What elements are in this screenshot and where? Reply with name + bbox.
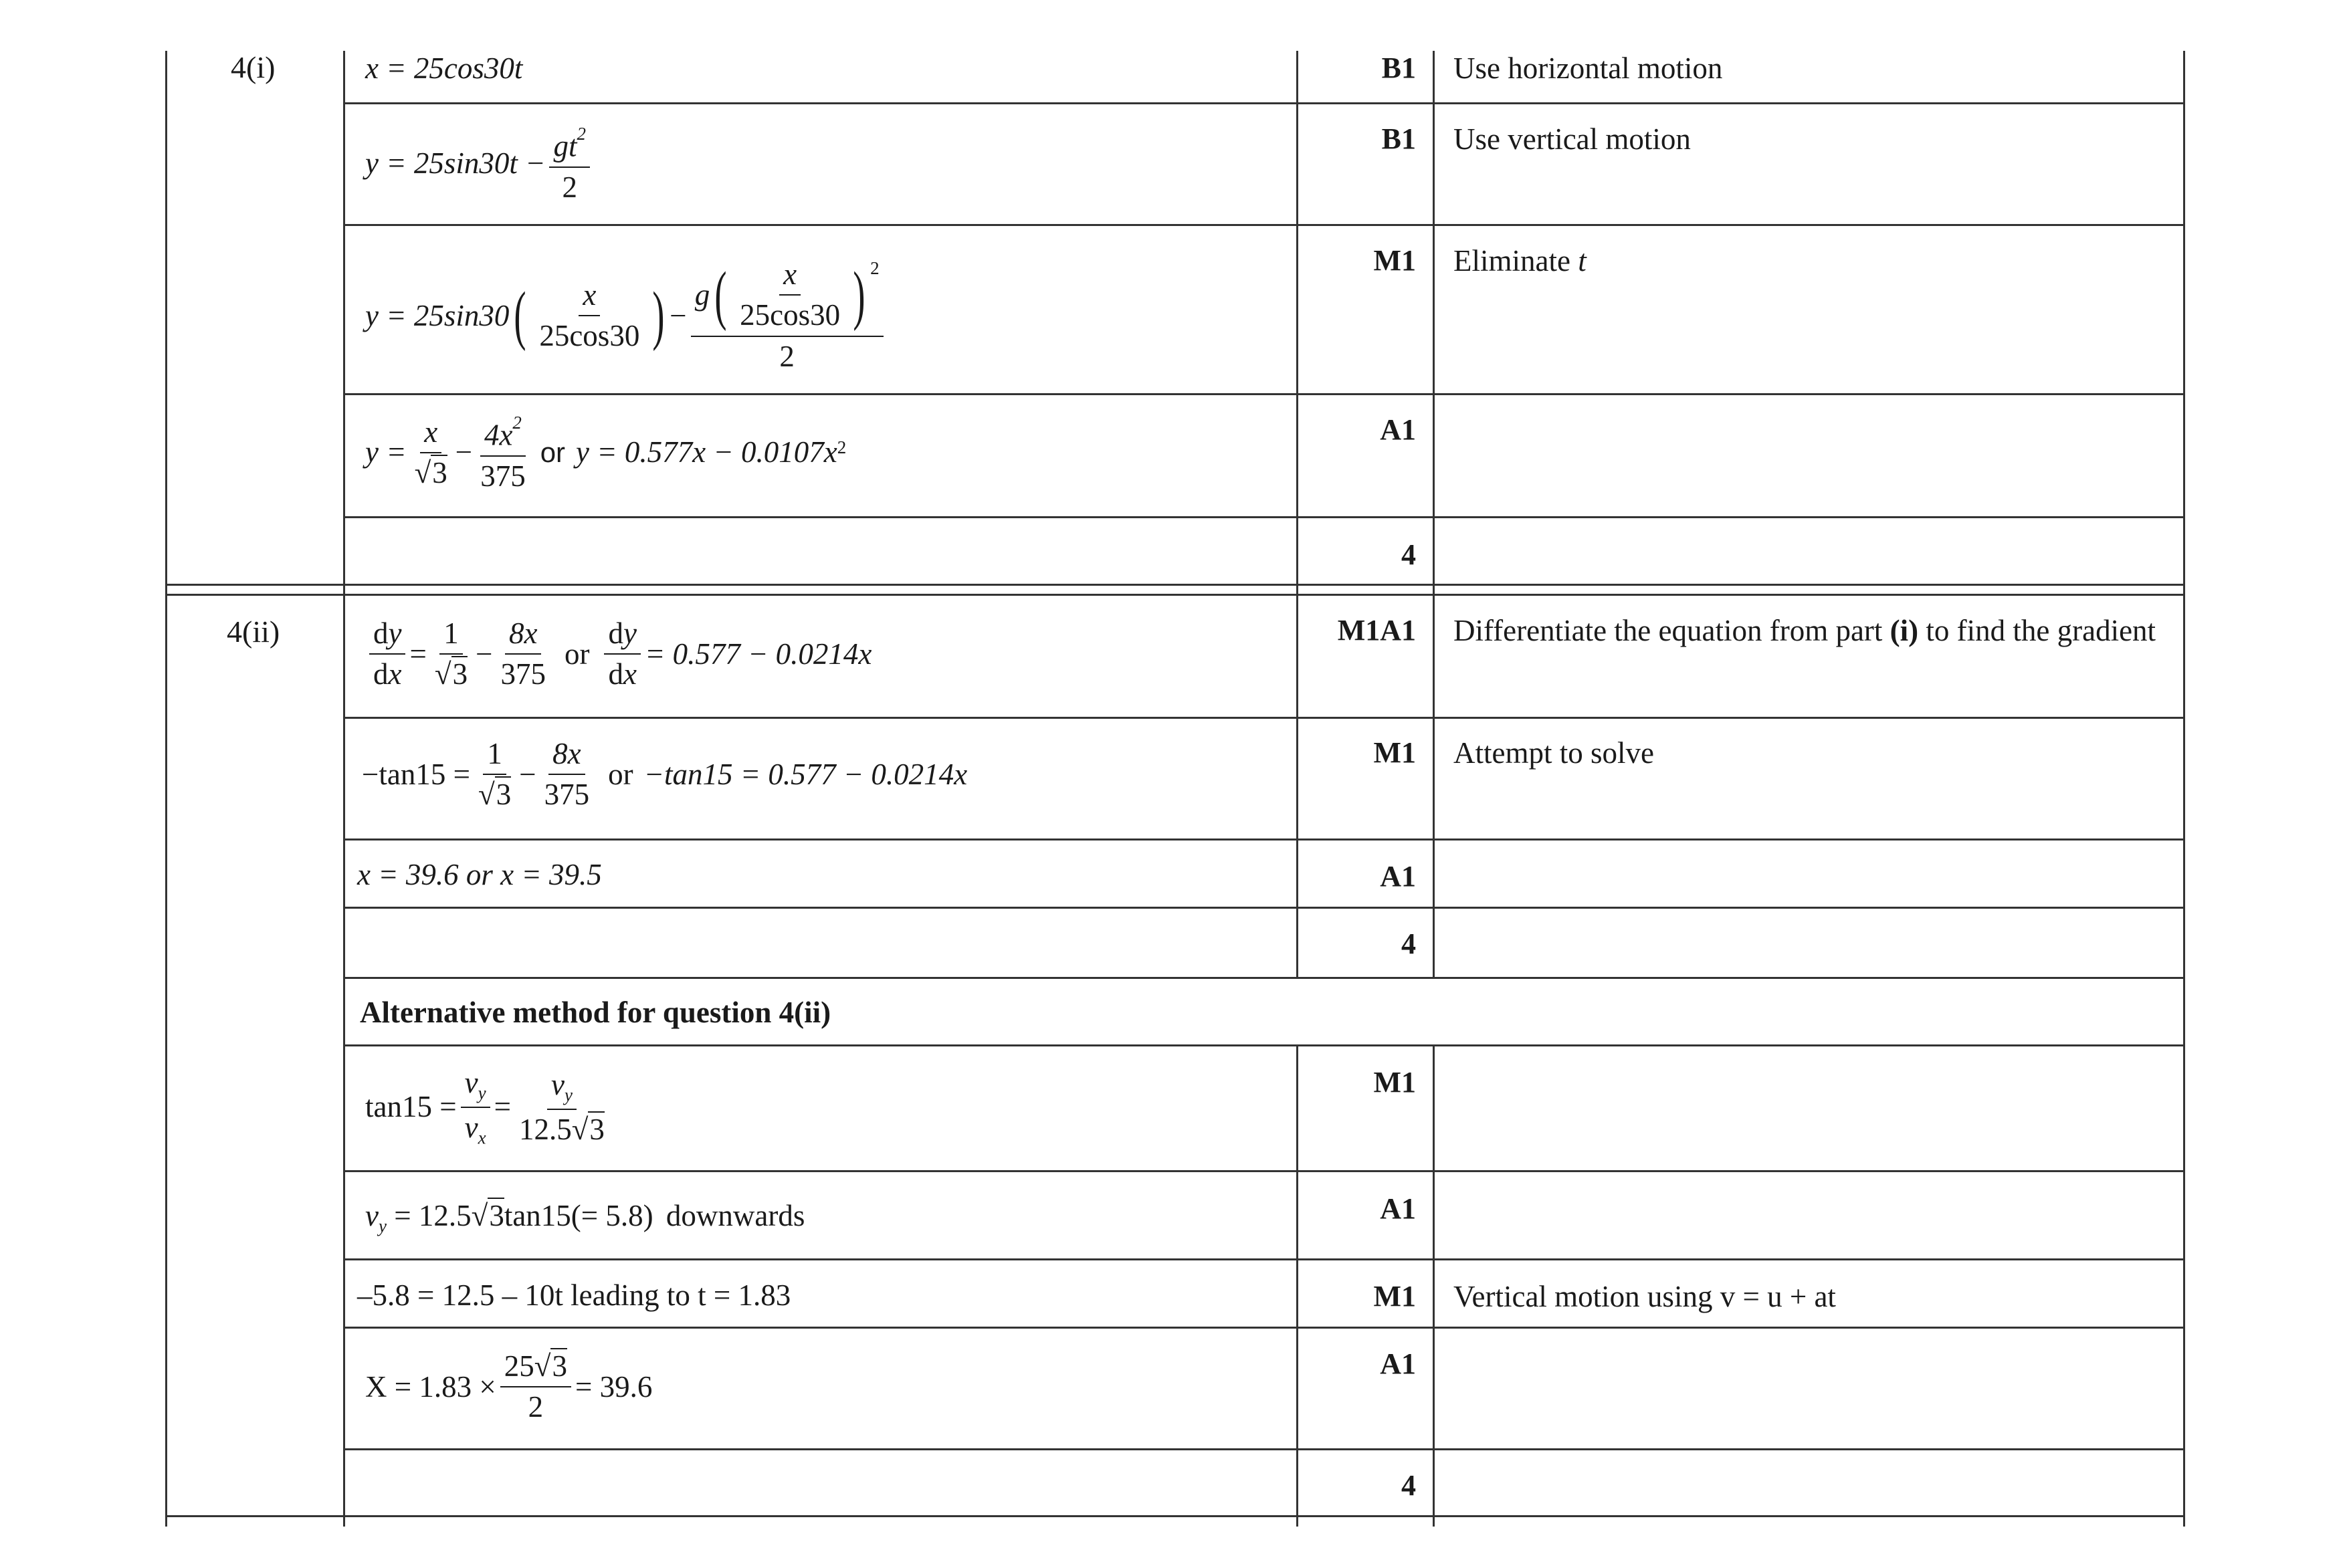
minus-sign: − — [519, 757, 536, 791]
fraction-g-over-2 — [691, 259, 884, 372]
denominator-2: 2 — [528, 1390, 544, 1424]
coefficient: 25 — [504, 1349, 534, 1383]
part-reference: (i) — [1890, 614, 1919, 647]
guidance-vertical: Use vertical motion — [1453, 122, 1691, 156]
numerator-gt: gt — [553, 129, 577, 163]
row-divider — [343, 907, 2185, 909]
expression-lhs: X = 1.83 × — [365, 1369, 496, 1404]
denominator-root3 — [411, 453, 451, 489]
table-left-border — [165, 51, 167, 1527]
or-word: or — [564, 637, 590, 671]
numerator-1: 1 — [439, 618, 463, 655]
table-right-border — [2183, 51, 2185, 1527]
numerator — [500, 1351, 571, 1387]
exponent: 2 — [870, 258, 880, 279]
guidance-eliminate-t — [1453, 246, 1587, 276]
mark-m1: M1 — [1373, 1280, 1416, 1313]
total-marks: 4 — [1401, 927, 1416, 960]
fraction-dy-dx — [369, 618, 405, 691]
mark-a1: A1 — [1380, 860, 1416, 893]
section-separator-top — [165, 584, 2185, 586]
fraction-8x-over-375 — [496, 618, 550, 691]
left-paren: ( — [514, 279, 526, 352]
mark-m1a1: M1A1 — [1337, 614, 1416, 647]
mark-b1: B1 — [1381, 51, 1416, 84]
numerator-vy — [461, 1067, 490, 1108]
fraction-8x-over-375 — [540, 738, 594, 811]
total-marks: 4 — [1401, 1469, 1416, 1502]
answer-differentiate — [365, 618, 872, 691]
answer-vy-value — [365, 1201, 805, 1235]
exponent: 2 — [837, 437, 847, 457]
right-paren: ) — [652, 279, 665, 352]
numerator-8x: 8x — [505, 618, 541, 655]
fraction-x-over-root3 — [411, 417, 451, 489]
decimal-equation: −tan15 = 0.577 − 0.0214x — [643, 757, 968, 791]
fraction-x-over-cos — [535, 279, 643, 352]
table-bottom-border — [165, 1515, 2185, 1517]
guidance-text: Differentiate the equation from part — [1453, 614, 1883, 647]
radicand: 3 — [589, 1112, 605, 1146]
radical-sign: √ — [571, 1112, 589, 1146]
radicand: 3 — [552, 1349, 567, 1383]
answer-tan-ratio — [365, 1067, 613, 1147]
numerator-4x: 4x — [484, 418, 513, 452]
or-word: or — [540, 436, 566, 468]
numerator-dy: dy — [369, 618, 405, 655]
guidance-differentiate — [1453, 616, 2156, 646]
question-column-divider — [343, 51, 345, 1527]
denominator-cos: 25cos30 — [740, 298, 841, 332]
row-divider — [343, 838, 2185, 841]
numerator-vy — [547, 1069, 577, 1110]
question-label-4i: 4(i) — [231, 50, 276, 84]
subscript-x: x — [478, 1127, 486, 1148]
tan-term: tan15 — [504, 1199, 571, 1232]
minus-sign: − — [476, 637, 493, 671]
numerator — [549, 124, 590, 168]
radical-sign: √ — [478, 778, 495, 812]
denominator-375: 375 — [544, 778, 590, 812]
fraction-vy-over-12-5-root3 — [515, 1069, 609, 1145]
row-divider — [343, 717, 2185, 719]
row-divider — [343, 1258, 2185, 1260]
guidance-variable: t — [1578, 244, 1587, 277]
expression-lhs: y = 25sin30t − — [365, 146, 546, 181]
var-v: v — [464, 1066, 478, 1099]
row-divider — [343, 516, 2185, 518]
radicand: 3 — [489, 1199, 504, 1232]
minus-sign: − — [455, 435, 473, 469]
mark-m1: M1 — [1373, 1066, 1416, 1099]
or-word: or — [608, 757, 633, 791]
guidance-vertical-motion: Vertical motion using v = u + at — [1453, 1280, 1836, 1313]
left-paren: ( — [714, 258, 727, 332]
exponent: 2 — [512, 413, 522, 433]
mark-b1: B1 — [1381, 122, 1416, 155]
answer-column-divider-b — [1296, 1046, 1298, 1527]
numerator-8x: 8x — [548, 738, 585, 775]
var-y: y — [623, 617, 637, 650]
numerator — [480, 413, 526, 457]
direction-word: downwards — [666, 1199, 805, 1232]
radicand: 3 — [452, 657, 468, 691]
decimal-gradient: = 0.577 − 0.0214x — [644, 637, 872, 671]
guidance-text: to find the gradient — [1926, 614, 2156, 647]
coefficient: 12.5 — [518, 1112, 572, 1146]
answer-time-of-flight: –5.8 = 12.5 – 10t leading to t = 1.83 — [357, 1278, 791, 1312]
guidance-text: Eliminate — [1453, 244, 1570, 277]
denominator-dx: dx — [373, 657, 402, 691]
result: = 39.6 — [575, 1369, 653, 1404]
expression-lhs: y = 25sin30 — [365, 298, 510, 332]
radical-sign: √ — [471, 1199, 488, 1232]
var-v: v — [365, 1199, 379, 1232]
denominator-root3 — [431, 655, 472, 690]
fraction-x-over-cos-inner — [736, 259, 844, 332]
denominator-375: 375 — [480, 459, 526, 493]
fraction-vy-over-vx — [461, 1067, 490, 1147]
row-divider — [343, 224, 2185, 226]
numerator-x: x — [579, 279, 600, 316]
total-marks: 4 — [1401, 538, 1416, 571]
minus-sign: − — [670, 298, 687, 332]
right-paren: ) — [853, 258, 865, 332]
radical-sign: √ — [434, 657, 451, 691]
answer-x-value: x = 39.6 or x = 39.5 — [357, 858, 602, 891]
denominator-2: 2 — [779, 339, 795, 373]
decimal-form: y = 0.577x − 0.0107x — [576, 435, 837, 469]
row-divider — [343, 393, 2185, 395]
coefficient: = 12.5 — [394, 1199, 472, 1232]
question-label-4ii: 4(ii) — [227, 614, 280, 649]
g-symbol: g — [694, 277, 710, 312]
numerator-1: 1 — [483, 738, 506, 775]
section-separator-bottom — [165, 594, 2185, 596]
fraction-1-over-root3 — [431, 618, 472, 691]
row-divider — [343, 1327, 2185, 1329]
answer-solve-gradient — [362, 738, 967, 811]
row-divider — [343, 1170, 2185, 1172]
denominator-vx — [461, 1108, 490, 1147]
mark-a1: A1 — [1380, 1192, 1416, 1225]
radical-sign: √ — [534, 1349, 551, 1383]
denominator-cos: 25cos30 — [539, 319, 640, 352]
subscript-y: y — [378, 1216, 387, 1236]
exponent: 2 — [577, 124, 586, 144]
approx-value: (= 5.8) — [571, 1199, 653, 1232]
marks-column-divider-b — [1433, 1046, 1435, 1527]
mark-m1: M1 — [1373, 244, 1416, 277]
row-divider — [343, 977, 2185, 979]
guidance-attempt-solve: Attempt to solve — [1453, 736, 1654, 770]
radical-sign: √ — [414, 455, 431, 489]
radicand: 3 — [432, 455, 447, 489]
var-v: v — [464, 1110, 478, 1144]
answer-vertical-motion — [365, 124, 594, 203]
denominator-375: 375 — [500, 657, 546, 691]
answer-x-distance — [365, 1351, 652, 1424]
row-divider — [343, 102, 2185, 104]
numerator-x: x — [420, 417, 441, 453]
denominator-root3 — [474, 775, 515, 810]
row-divider — [343, 1044, 2185, 1046]
answer-trajectory-equation — [365, 413, 846, 492]
alternative-method-heading: Alternative method for question 4(ii) — [360, 996, 831, 1029]
denominator: 2 — [562, 170, 577, 204]
radicand: 3 — [496, 778, 512, 812]
var-x: x — [623, 657, 637, 691]
fraction-dy-dx — [604, 618, 640, 691]
equals-sign: = — [494, 1090, 511, 1124]
var-v: v — [550, 1067, 565, 1101]
y-equals: y = — [365, 435, 407, 469]
expression-lhs: −tan15 = — [362, 757, 470, 791]
numerator-dy: dy — [604, 618, 640, 655]
answer-horizontal-motion: x = 25cos30t — [365, 51, 523, 85]
equals-sign: = — [409, 637, 427, 671]
subscript-y: y — [564, 1085, 573, 1105]
var-x: x — [388, 657, 402, 691]
numerator-g-term — [691, 259, 884, 337]
expression-lhs: tan15 = — [365, 1090, 457, 1124]
fraction-gt2-over-2 — [549, 124, 590, 203]
fraction-25root3-over-2 — [500, 1351, 571, 1424]
mark-a1: A1 — [1380, 413, 1416, 446]
subscript-y: y — [478, 1083, 486, 1103]
mark-a1: A1 — [1380, 1347, 1416, 1380]
fraction-4x2-over-375 — [476, 413, 530, 492]
row-divider — [343, 1448, 2185, 1450]
denominator — [515, 1110, 609, 1145]
fraction-1-over-root3 — [474, 738, 515, 811]
mark-m1: M1 — [1373, 736, 1416, 769]
var-y: y — [388, 617, 402, 650]
denominator-dx: dx — [608, 657, 637, 691]
answer-eliminate-t — [365, 249, 888, 382]
numerator-x: x — [779, 259, 801, 296]
guidance-horizontal: Use horizontal motion — [1453, 51, 1723, 85]
